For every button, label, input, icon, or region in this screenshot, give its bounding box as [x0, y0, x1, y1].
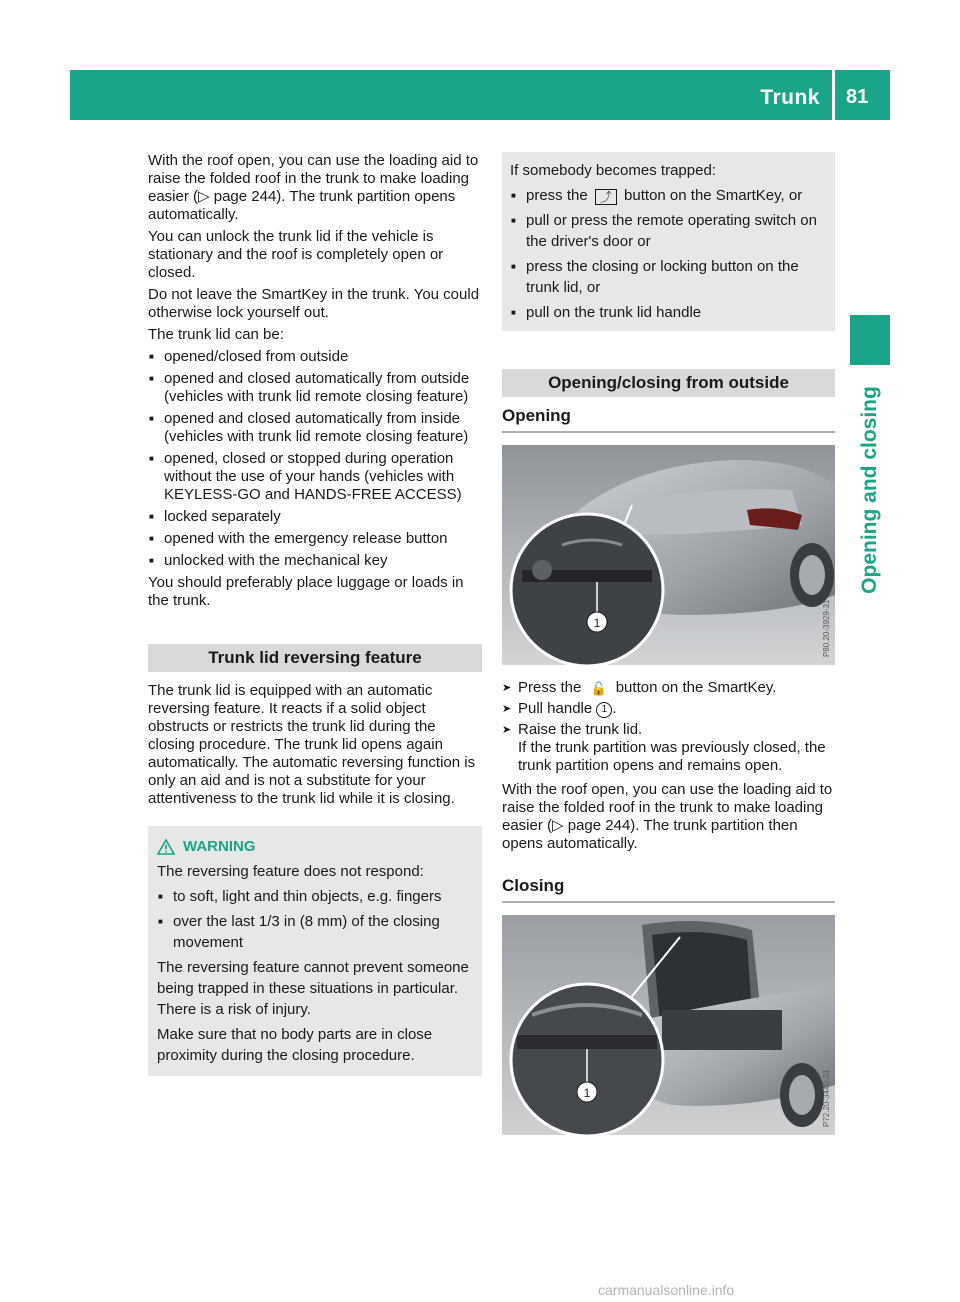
trapped-intro: If somebody becomes trapped: — [510, 162, 716, 179]
list-item: ■ press the ⤴ button on the SmartKey, or — [510, 185, 825, 206]
intro-paragraph: With the roof open, you can use the loading aid to raise the folded roof in the trunk to make loading easier (▷ page 244). The trunk partition opens automatically. — [148, 152, 479, 223]
unlock-button-icon: 🔓 — [590, 681, 607, 696]
warning-header — [157, 836, 473, 857]
opening-heading: Opening — [502, 407, 835, 433]
warning-paragraph: The reversing feature cannot prevent someone being trapped in these situations in particular. There is a risk of injury. — [157, 959, 469, 1018]
trapped-info-box — [502, 152, 835, 331]
left-column — [148, 152, 482, 1076]
intro-paragraph: You can unlock the trunk lid if the vehicle is stationary and the roof is completely open or closed. — [148, 228, 444, 281]
opening-photo — [502, 445, 835, 665]
reversing-text: The trunk lid is equipped with an automatic reversing feature. It reacts if a solid object obstructs or restricts the trunk lid during the closing procedure. The trunk lid opens again automatically. The automatic reversing function is only an aid and is not a substitute for your attentiveness to the trunk lid while it is closing. — [148, 682, 476, 807]
list-item: ■ opened, closed or stopped during operation without the use of your hands (vehicles with KEYLESS-GO and HANDS-FREE ACCESS) — [148, 450, 482, 504]
list-item: ■ over the last 1/3 in (8 mm) of the closing movement — [157, 911, 473, 953]
header-divider — [832, 70, 835, 120]
outside-heading: Opening/closing from outside — [502, 369, 835, 397]
side-tab — [850, 365, 890, 615]
roof-note: With the roof open, you can use the loading aid to raise the folded roof in the trunk to make loading easier (▷ page 244). The trunk partition then opens automatically. — [502, 781, 833, 852]
callout-1-inline: 1 — [596, 702, 612, 718]
trunk-lid-options-list — [148, 348, 482, 570]
trunk-close-button-icon: ⤴ — [595, 189, 617, 205]
opening-illustration — [502, 445, 835, 665]
intro-paragraph: Do not leave the SmartKey in the trunk. You could otherwise lock yourself out. — [148, 286, 480, 321]
photo-code: P72.20-3440-31 — [822, 1069, 831, 1127]
trapped-list — [510, 185, 825, 323]
list-item: ■ opened/closed from outside — [148, 348, 482, 366]
reversing-heading: Trunk lid reversing feature — [148, 644, 482, 672]
photo-code: P80.20-3929-31 — [822, 599, 831, 657]
warning-title: WARNING — [183, 838, 256, 855]
list-item: ■ press the closing or locking button on the trunk lid, or — [510, 256, 825, 298]
list-item: ■ locked separately — [148, 508, 482, 526]
step-result: If the trunk partition was previously closed, the trunk partition opens and remains open. — [518, 739, 826, 774]
warning-icon — [157, 839, 175, 855]
luggage-note: You should preferably place luggage or loads in the trunk. — [148, 574, 464, 609]
warning-box — [148, 826, 482, 1076]
list-item: ■ pull on the trunk lid handle — [510, 302, 825, 323]
list-item: ■ unlocked with the mechanical key — [148, 552, 482, 570]
step-item: ➤ Raise the trunk lid. — [502, 721, 835, 739]
opening-steps — [502, 679, 835, 739]
intro-paragraph: The trunk lid can be: — [148, 326, 284, 343]
page-number: 81 — [846, 86, 869, 108]
warning-list — [157, 886, 473, 953]
side-tab-label: Opening and closing — [858, 386, 881, 594]
closing-heading: Closing — [502, 877, 835, 903]
warning-intro: The reversing feature does not respond: — [157, 863, 424, 880]
side-tab-marker — [850, 315, 890, 365]
step-item: ➤ Pull handle 1 . — [502, 700, 835, 718]
callout-1: 1 — [583, 1086, 591, 1100]
list-item: ■ pull or press the remote operating switch on the driver's door or — [510, 210, 825, 252]
warning-paragraph: Make sure that no body parts are in close proximity during the closing procedure. — [157, 1026, 433, 1064]
list-item: ■ opened and closed automatically from inside (vehicles with trunk lid remote closing feature) — [148, 410, 482, 446]
watermark: carmanualsonline.info — [598, 1282, 735, 1298]
section-title: Trunk — [760, 86, 820, 109]
closing-photo — [502, 915, 835, 1135]
closing-illustration — [502, 915, 835, 1135]
callout-1: 1 — [593, 616, 601, 630]
step-item: ➤ Press the 🔓 button on the SmartKey. — [502, 679, 835, 697]
right-column — [502, 152, 835, 1149]
list-item: ■ opened with the emergency release button — [148, 530, 482, 548]
list-item: ■ opened and closed automatically from outside (vehicles with trunk lid remote closing feature) — [148, 370, 482, 406]
list-item: ■ to soft, light and thin objects, e.g. fingers — [157, 886, 473, 907]
